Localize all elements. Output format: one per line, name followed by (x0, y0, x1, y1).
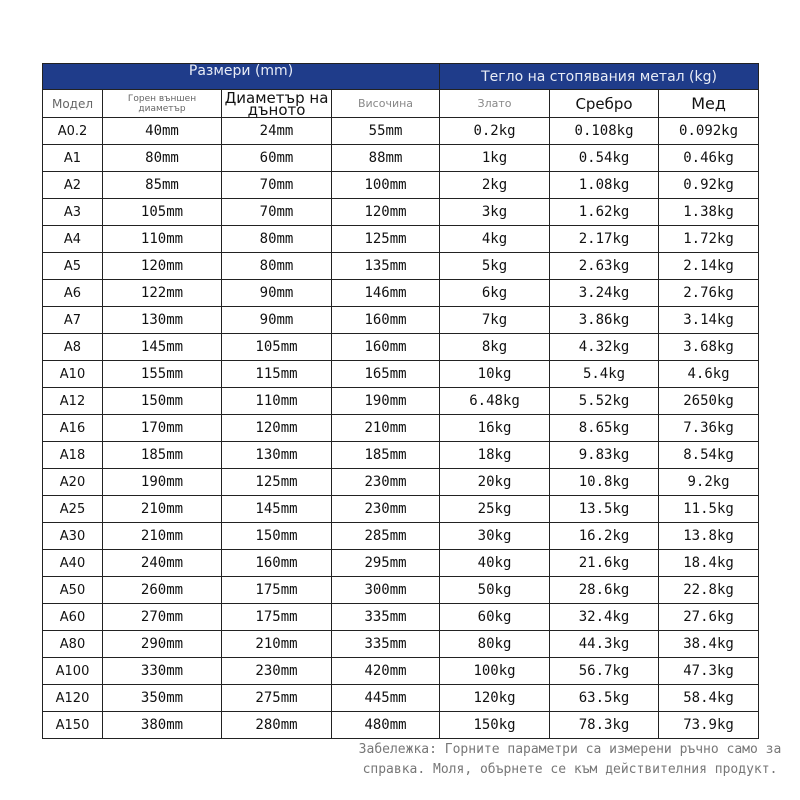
silver-weight-cell: 0.54kg (550, 145, 659, 172)
silver-column-header: Сребро (550, 90, 659, 118)
copper-weight-cell: 58.4kg (659, 685, 759, 712)
table-row (43, 685, 759, 712)
column-header-row (43, 90, 759, 118)
model-cell: A16 (43, 415, 103, 442)
silver-weight-cell: 2.63kg (550, 253, 659, 280)
copper-weight-cell: 0.46kg (659, 145, 759, 172)
bottom-diameter-cell: 115mm (222, 361, 332, 388)
silver-weight-cell: 16.2kg (550, 523, 659, 550)
height-cell: 230mm (332, 496, 440, 523)
copper-weight-cell: 2.76kg (659, 280, 759, 307)
copper-weight-cell: 0.092kg (659, 118, 759, 145)
gold-weight-cell: 20kg (440, 469, 550, 496)
copper-weight-cell: 18.4kg (659, 550, 759, 577)
disclaimer-note: Забележка: Горните параметри са измерени ръчно само за справка. Моля, обърнете се към действителния продукт. (358, 742, 782, 777)
height-cell: 285mm (332, 523, 440, 550)
height-cell: 165mm (332, 361, 440, 388)
gold-weight-cell: 100kg (440, 658, 550, 685)
table-row (43, 496, 759, 523)
model-cell: A12 (43, 388, 103, 415)
top-outer-diameter-cell: 260mm (103, 577, 222, 604)
top-outer-diameter-cell: 185mm (103, 442, 222, 469)
copper-column-header: Мед (659, 90, 759, 118)
height-cell: 55mm (332, 118, 440, 145)
gold-weight-cell: 10kg (440, 361, 550, 388)
top-outer-diameter-cell: 350mm (103, 685, 222, 712)
height-cell: 160mm (332, 334, 440, 361)
table-row (43, 550, 759, 577)
silver-weight-cell: 78.3kg (550, 712, 659, 739)
top-outer-diameter-cell: 190mm (103, 469, 222, 496)
gold-weight-cell: 8kg (440, 334, 550, 361)
silver-weight-cell: 0.108kg (550, 118, 659, 145)
table-row (43, 712, 759, 739)
top-outer-diameter-cell: 145mm (103, 334, 222, 361)
top-outer-diameter-cell: 170mm (103, 415, 222, 442)
top-outer-diameter-cell: 210mm (103, 496, 222, 523)
height-cell: 146mm (332, 280, 440, 307)
copper-weight-cell: 7.36kg (659, 415, 759, 442)
model-cell: A4 (43, 226, 103, 253)
model-cell: A50 (43, 577, 103, 604)
gold-weight-cell: 30kg (440, 523, 550, 550)
top-outer-diameter-cell: 80mm (103, 145, 222, 172)
top-outer-diameter-cell: 105mm (103, 199, 222, 226)
silver-weight-cell: 44.3kg (550, 631, 659, 658)
bottom-diameter-cell: 105mm (222, 334, 332, 361)
bottom-diameter-cell: 24mm (222, 118, 332, 145)
model-cell: A7 (43, 307, 103, 334)
model-cell: A100 (43, 658, 103, 685)
copper-weight-cell: 13.8kg (659, 523, 759, 550)
gold-weight-cell: 16kg (440, 415, 550, 442)
silver-weight-cell: 13.5kg (550, 496, 659, 523)
height-cell: 480mm (332, 712, 440, 739)
height-cell: 335mm (332, 604, 440, 631)
bottom-diameter-cell: 145mm (222, 496, 332, 523)
gold-weight-cell: 40kg (440, 550, 550, 577)
gold-weight-cell: 60kg (440, 604, 550, 631)
silver-weight-cell: 28.6kg (550, 577, 659, 604)
table-row (43, 469, 759, 496)
height-cell: 335mm (332, 631, 440, 658)
dimensions-group-header: Размери (mm) (43, 64, 440, 90)
table-row (43, 118, 759, 145)
bottom-diameter-cell: 160mm (222, 550, 332, 577)
top-outer-diameter-cell: 85mm (103, 172, 222, 199)
height-cell: 295mm (332, 550, 440, 577)
silver-weight-cell: 5.4kg (550, 361, 659, 388)
height-cell: 300mm (332, 577, 440, 604)
model-cell: A30 (43, 523, 103, 550)
gold-weight-cell: 25kg (440, 496, 550, 523)
gold-weight-cell: 6kg (440, 280, 550, 307)
bottom-diameter-cell: 280mm (222, 712, 332, 739)
copper-weight-cell: 22.8kg (659, 577, 759, 604)
weight-group-header: Тегло на стопявания метал (kg) (440, 64, 759, 90)
silver-weight-cell: 9.83kg (550, 442, 659, 469)
bottom-diameter-cell: 80mm (222, 226, 332, 253)
copper-weight-cell: 9.2kg (659, 469, 759, 496)
height-cell: 135mm (332, 253, 440, 280)
top-outer-diameter-cell: 130mm (103, 307, 222, 334)
model-cell: A1 (43, 145, 103, 172)
gold-weight-cell: 6.48kg (440, 388, 550, 415)
bottom-diameter-cell: 70mm (222, 172, 332, 199)
table-row (43, 388, 759, 415)
height-cell: 125mm (332, 226, 440, 253)
top-outer-diameter-cell: 270mm (103, 604, 222, 631)
gold-weight-cell: 1kg (440, 145, 550, 172)
bottom-diameter-cell: 60mm (222, 145, 332, 172)
table-row (43, 631, 759, 658)
copper-weight-cell: 3.68kg (659, 334, 759, 361)
model-cell: A80 (43, 631, 103, 658)
model-cell: A20 (43, 469, 103, 496)
gold-weight-cell: 7kg (440, 307, 550, 334)
table-body (43, 118, 759, 739)
bottom-diameter-cell: 175mm (222, 577, 332, 604)
model-cell: A40 (43, 550, 103, 577)
bottom-diameter-cell: 90mm (222, 280, 332, 307)
top-outer-diameter-cell: 122mm (103, 280, 222, 307)
gold-weight-cell: 50kg (440, 577, 550, 604)
height-cell: 88mm (332, 145, 440, 172)
copper-weight-cell: 4.6kg (659, 361, 759, 388)
copper-weight-cell: 2.14kg (659, 253, 759, 280)
height-cell: 100mm (332, 172, 440, 199)
bottom-diameter-cell: 130mm (222, 442, 332, 469)
gold-weight-cell: 120kg (440, 685, 550, 712)
bottom-diameter-cell: 275mm (222, 685, 332, 712)
silver-weight-cell: 56.7kg (550, 658, 659, 685)
bottom-diameter-cell: 175mm (222, 604, 332, 631)
bottom-diameter-cell: 125mm (222, 469, 332, 496)
copper-weight-cell: 3.14kg (659, 307, 759, 334)
copper-weight-cell: 2650kg (659, 388, 759, 415)
copper-weight-cell: 73.9kg (659, 712, 759, 739)
silver-weight-cell: 2.17kg (550, 226, 659, 253)
copper-weight-cell: 38.4kg (659, 631, 759, 658)
bottom-diameter-cell: 150mm (222, 523, 332, 550)
height-cell: 160mm (332, 307, 440, 334)
bottom-diameter-cell: 80mm (222, 253, 332, 280)
table-row (43, 280, 759, 307)
bottom-diameter-cell: 70mm (222, 199, 332, 226)
silver-weight-cell: 21.6kg (550, 550, 659, 577)
top-outer-diameter-cell: 290mm (103, 631, 222, 658)
gold-weight-cell: 150kg (440, 712, 550, 739)
table-row (43, 361, 759, 388)
copper-weight-cell: 27.6kg (659, 604, 759, 631)
height-column-header: Височина (332, 90, 440, 118)
copper-weight-cell: 8.54kg (659, 442, 759, 469)
height-cell: 210mm (332, 415, 440, 442)
top-outer-diameter-cell: 150mm (103, 388, 222, 415)
height-cell: 445mm (332, 685, 440, 712)
table-row (43, 226, 759, 253)
height-cell: 190mm (332, 388, 440, 415)
crucible-spec-table (42, 63, 759, 739)
height-cell: 420mm (332, 658, 440, 685)
table-row (43, 577, 759, 604)
gold-weight-cell: 18kg (440, 442, 550, 469)
silver-weight-cell: 4.32kg (550, 334, 659, 361)
table-row (43, 415, 759, 442)
table-row (43, 307, 759, 334)
model-cell: A5 (43, 253, 103, 280)
gold-weight-cell: 2kg (440, 172, 550, 199)
model-cell: A8 (43, 334, 103, 361)
gold-weight-cell: 5kg (440, 253, 550, 280)
table-row (43, 334, 759, 361)
copper-weight-cell: 0.92kg (659, 172, 759, 199)
top-outer-diameter-cell: 40mm (103, 118, 222, 145)
silver-weight-cell: 5.52kg (550, 388, 659, 415)
bottom-diameter-column-header: Диаметър на дъното (222, 90, 332, 118)
height-cell: 120mm (332, 199, 440, 226)
model-column-header: Модел (43, 90, 103, 118)
model-cell: A3 (43, 199, 103, 226)
bottom-diameter-cell: 230mm (222, 658, 332, 685)
silver-weight-cell: 8.65kg (550, 415, 659, 442)
table-row (43, 658, 759, 685)
silver-weight-cell: 63.5kg (550, 685, 659, 712)
silver-weight-cell: 3.86kg (550, 307, 659, 334)
bottom-diameter-cell: 210mm (222, 631, 332, 658)
table-row (43, 172, 759, 199)
top-outer-diameter-cell: 110mm (103, 226, 222, 253)
bottom-diameter-cell: 90mm (222, 307, 332, 334)
top-outer-diameter-cell: 380mm (103, 712, 222, 739)
top-outer-diameter-cell: 210mm (103, 523, 222, 550)
bottom-diameter-cell: 110mm (222, 388, 332, 415)
table-row (43, 253, 759, 280)
table-row (43, 145, 759, 172)
height-cell: 230mm (332, 469, 440, 496)
silver-weight-cell: 1.08kg (550, 172, 659, 199)
table-row (43, 199, 759, 226)
spec-table-container (42, 63, 758, 739)
copper-weight-cell: 1.72kg (659, 226, 759, 253)
gold-weight-cell: 3kg (440, 199, 550, 226)
silver-weight-cell: 32.4kg (550, 604, 659, 631)
model-cell: A150 (43, 712, 103, 739)
bottom-diameter-cell: 120mm (222, 415, 332, 442)
height-cell: 185mm (332, 442, 440, 469)
model-cell: A6 (43, 280, 103, 307)
silver-weight-cell: 10.8kg (550, 469, 659, 496)
model-cell: A2 (43, 172, 103, 199)
copper-weight-cell: 47.3kg (659, 658, 759, 685)
model-cell: A0.2 (43, 118, 103, 145)
model-cell: A18 (43, 442, 103, 469)
gold-weight-cell: 4kg (440, 226, 550, 253)
table-row (43, 523, 759, 550)
model-cell: A120 (43, 685, 103, 712)
top-outer-diameter-cell: 330mm (103, 658, 222, 685)
top-outer-diameter-cell: 155mm (103, 361, 222, 388)
top-outer-diameter-column-header: Горен външен диаметър (103, 90, 222, 118)
top-outer-diameter-cell: 120mm (103, 253, 222, 280)
model-cell: A10 (43, 361, 103, 388)
copper-weight-cell: 11.5kg (659, 496, 759, 523)
top-outer-diameter-cell: 240mm (103, 550, 222, 577)
silver-weight-cell: 3.24kg (550, 280, 659, 307)
table-row (43, 604, 759, 631)
gold-weight-cell: 0.2kg (440, 118, 550, 145)
table-row (43, 442, 759, 469)
gold-column-header: Злато (440, 90, 550, 118)
copper-weight-cell: 1.38kg (659, 199, 759, 226)
gold-weight-cell: 80kg (440, 631, 550, 658)
model-cell: A25 (43, 496, 103, 523)
silver-weight-cell: 1.62kg (550, 199, 659, 226)
model-cell: A60 (43, 604, 103, 631)
header-group-row (43, 64, 759, 90)
